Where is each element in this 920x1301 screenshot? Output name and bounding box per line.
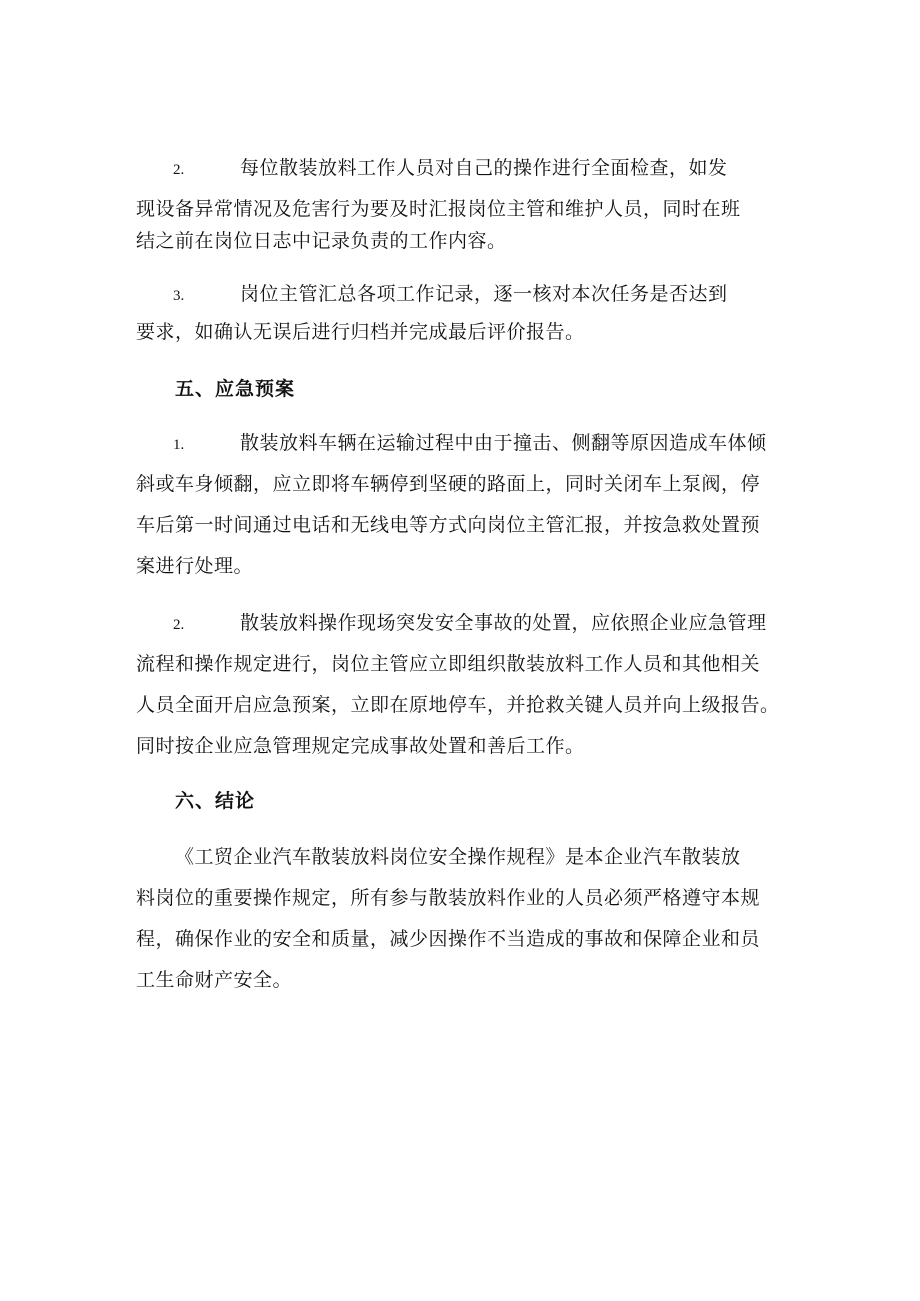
paragraph-line: 散装放料操作现场突发安全事故的处置，应依照企业应急管理 xyxy=(240,612,767,634)
paragraph-line: 流程和操作规定进行，岗位主管应立即组织散装放料工作人员和其他相关 xyxy=(136,653,761,675)
paragraph-line: 《工贸企业汽车散装放料岗位安全操作规程》是本企业汽车散装放 xyxy=(175,846,741,868)
paragraph-line: 人员全面开启应急预案，立即在原地停车，并抢救关键人员并向上级报告。 xyxy=(136,694,780,716)
paragraph-line: 结之前在岗位日志中记录负责的工作内容。 xyxy=(136,230,507,252)
paragraph-line: 程，确保作业的安全和质量，减少因操作不当造成的事故和保障企业和员 xyxy=(136,928,761,950)
section-heading: 五、应急预案 xyxy=(175,378,296,400)
paragraph-line: 散装放料车辆在运输过程中由于撞击、侧翻等原因造成车体倾 xyxy=(240,432,767,454)
paragraph-line: 现设备异常情况及危害行为要及时汇报岗位主管和维护人员，同时在班 xyxy=(136,198,741,220)
paragraph-line: 岗位主管汇总各项工作记录，逐一核对本次任务是否达到 xyxy=(240,283,728,305)
paragraph-line: 案进行处理。 xyxy=(136,555,254,577)
paragraph-line: 料岗位的重要操作规定，所有参与散装放料作业的人员必须严格遵守本规 xyxy=(136,887,761,909)
list-number: 3. xyxy=(173,288,185,304)
paragraph-line: 车后第一时间通过电话和无线电等方式向岗位主管汇报，并按急救处置预 xyxy=(136,514,761,536)
list-number: 2. xyxy=(173,617,185,633)
section-heading: 六、结论 xyxy=(175,790,256,812)
paragraph-line: 要求，如确认无误后进行归档并完成最后评价报告。 xyxy=(136,321,585,343)
paragraph-line: 工生命财产安全。 xyxy=(136,969,293,991)
paragraph-line: 同时按企业应急管理规定完成事故处置和善后工作。 xyxy=(136,735,585,757)
list-number: 2. xyxy=(173,162,185,178)
paragraph-line: 每位散装放料工作人员对自己的操作进行全面检查，如发 xyxy=(240,157,728,179)
list-number: 1. xyxy=(173,437,185,453)
paragraph-line: 斜或车身倾翻，应立即将车辆停到坚硬的路面上，同时关闭车上泵阀，停 xyxy=(136,473,761,495)
